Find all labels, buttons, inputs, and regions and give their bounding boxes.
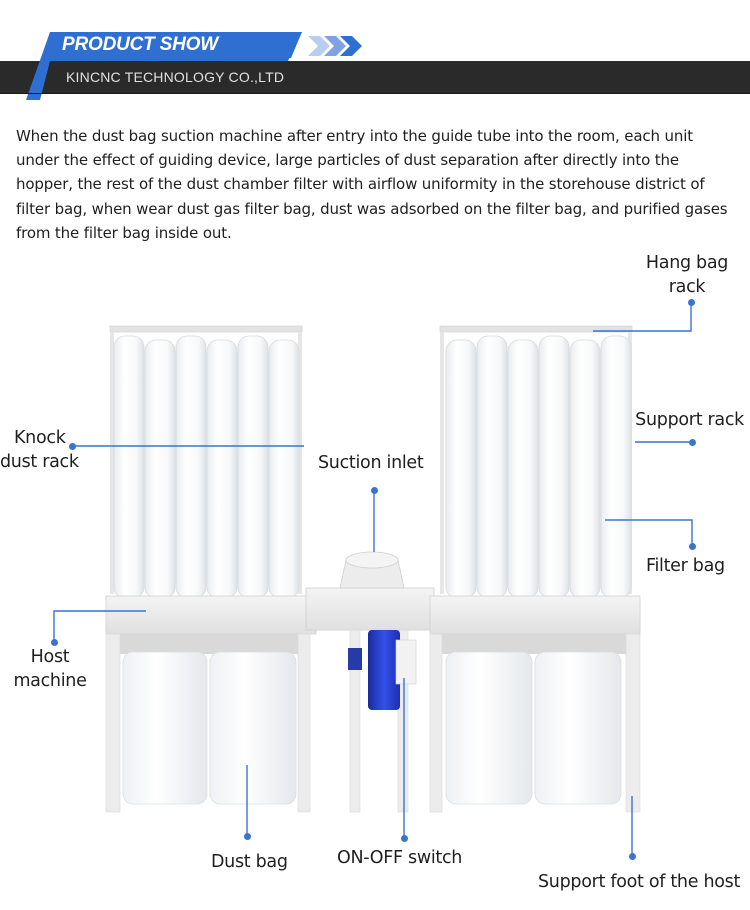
- description-paragraph: When the dust bag suction machine after entry into the guide tube into the room, each unit under the effect of guiding device, large particles of dust separation after directly into the hopper, the rest of the dust chamber filter with airflow uniformity in the storehouse district of filter bag, when wear dust gas filter bag, dust was adsorbed on the filter bag, and purified gases from the filter bag inside out.: [16, 127, 728, 242]
- label-hang-bag-rack-line1: Hang bag: [645, 253, 729, 273]
- left-filter-bags: [114, 336, 299, 598]
- label-suction-inlet: Suction inlet: [318, 453, 424, 473]
- center-fan-unit: [306, 552, 434, 812]
- label-host-machine-line1: Host: [30, 647, 70, 667]
- left-filter-unit: [106, 326, 316, 812]
- label-filter-bag: Filter bag: [646, 556, 725, 576]
- label-knock-dust-rack: [0, 426, 100, 474]
- label-host-machine-line2: machine: [13, 671, 87, 691]
- label-host-machine: [0, 645, 100, 693]
- marker-dot-support-rack: [689, 439, 696, 446]
- right-filter-unit: [430, 326, 640, 812]
- section-title: PRODUCT SHOW: [62, 34, 218, 55]
- marker-dot-filter-bag: [689, 543, 696, 550]
- label-knock-dust-rack-line2: dust rack: [0, 452, 79, 472]
- marker-dot-hang-bag-rack: [688, 299, 695, 306]
- label-hang-bag-rack: [628, 251, 746, 299]
- marker-dot-suction-inlet: [371, 487, 378, 494]
- label-support-rack: Support rack: [635, 410, 744, 430]
- label-support-foot: Support foot of the host: [538, 872, 741, 892]
- marker-dot-dust-bag: [244, 833, 251, 840]
- label-knock-dust-rack-line1: Knock: [14, 428, 66, 448]
- marker-dot-on-off-switch: [401, 835, 408, 842]
- label-on-off-switch: ON-OFF switch: [337, 848, 463, 868]
- label-hang-bag-rack-line2: rack: [668, 277, 706, 297]
- right-filter-bags: [446, 336, 631, 598]
- marker-dot-support-foot: [629, 853, 636, 860]
- company-name: KINCNC TECHNOLOGY CO.,LTD: [66, 69, 285, 85]
- label-dust-bag: Dust bag: [211, 852, 288, 872]
